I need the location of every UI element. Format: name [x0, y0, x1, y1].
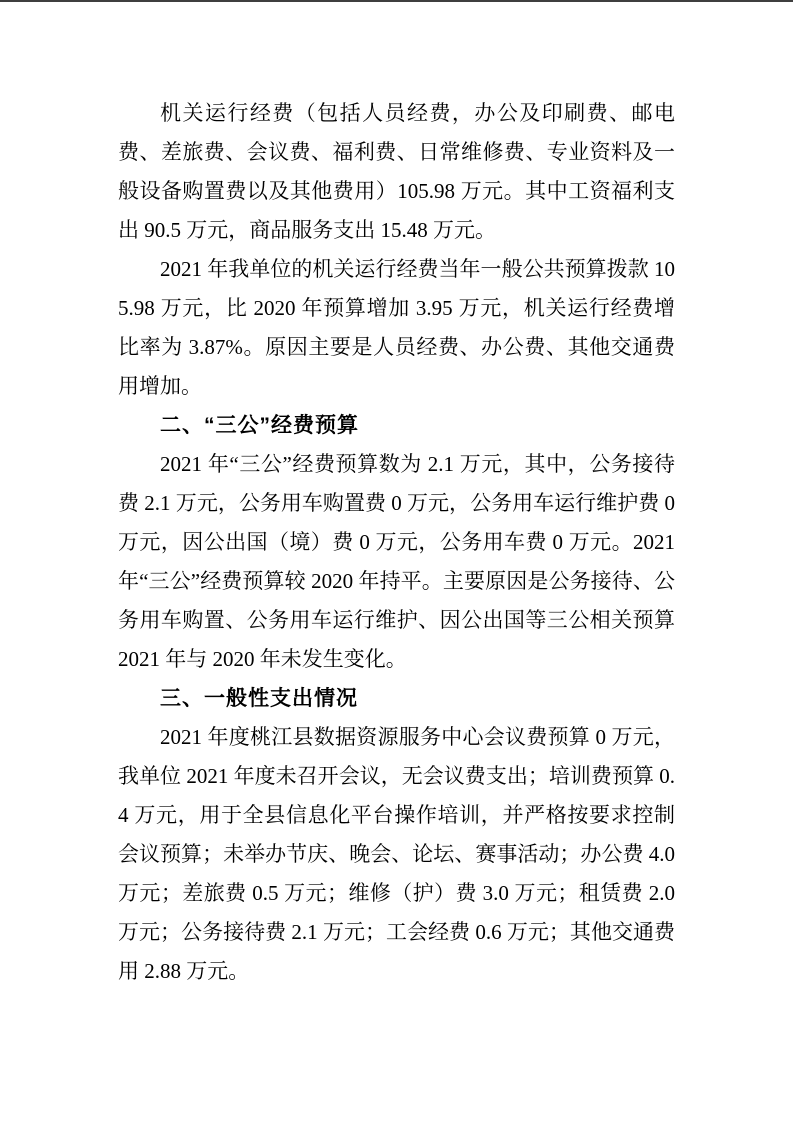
paragraph-three-public-funds-detail: 2021 年“三公”经费预算数为 2.1 万元，其中，公务接待费 2.1 万元，公务用车购置费 0 万元，公务用车运行维护费 0 万元，因公出国（境）费 0 万元，公务用车费 0 万元。2021 年“三公”经费预算较 2020 年持平。主要原因是公务接待、公务用车购置、公务用车运行维护、因公出国等三公相关预算 2021 年与 2020 年未发生变化。 — [118, 452, 675, 671]
page-top-edge — [0, 0, 793, 2]
paragraph-general-expenditure-detail: 2021 年度桃江县数据资源服务中心会议费预算 0 万元，我单位 2021 年度未召开会议，无会议费支出；培训费预算 0.4 万元，用于全县信息化平台操作培训，并严格按要求控制会议预算；未举办节庆、晚会、论坛、赛事活动；办公费 4.0 万元；差旅费 0.5 万元；维修（护）费 3.0 万元；租赁费 2.0 万元；公务接待费 2.1 万元；工会经费 0.6 万元；其他交通费用 2.88 万元。 — [118, 725, 675, 983]
section-heading-general-expenditure: 三、一般性支出情况 — [160, 687, 358, 710]
paragraph-operating-expense-comparison: 2021 年我单位的机关运行经费当年一般公共预算拨款 105.98 万元，比 2020 年预算增加 3.95 万元，机关运行经费增比率为 3.87%。原因主要是人员经费、办公费、其他交通费用增加。 — [118, 257, 675, 398]
paragraph-agency-operating-expense: 机关运行经费（包括人员经费，办公及印刷费、邮电费、差旅费、会议费、福利费、日常维修费、专业资料及一般设备购置费以及其他费用）105.98 万元。其中工资福利支出 90.5 万元，商品服务支出 15.48 万元。 — [118, 101, 675, 242]
section-heading-three-public-funds-budget: 二、“三公”经费预算 — [160, 414, 359, 437]
